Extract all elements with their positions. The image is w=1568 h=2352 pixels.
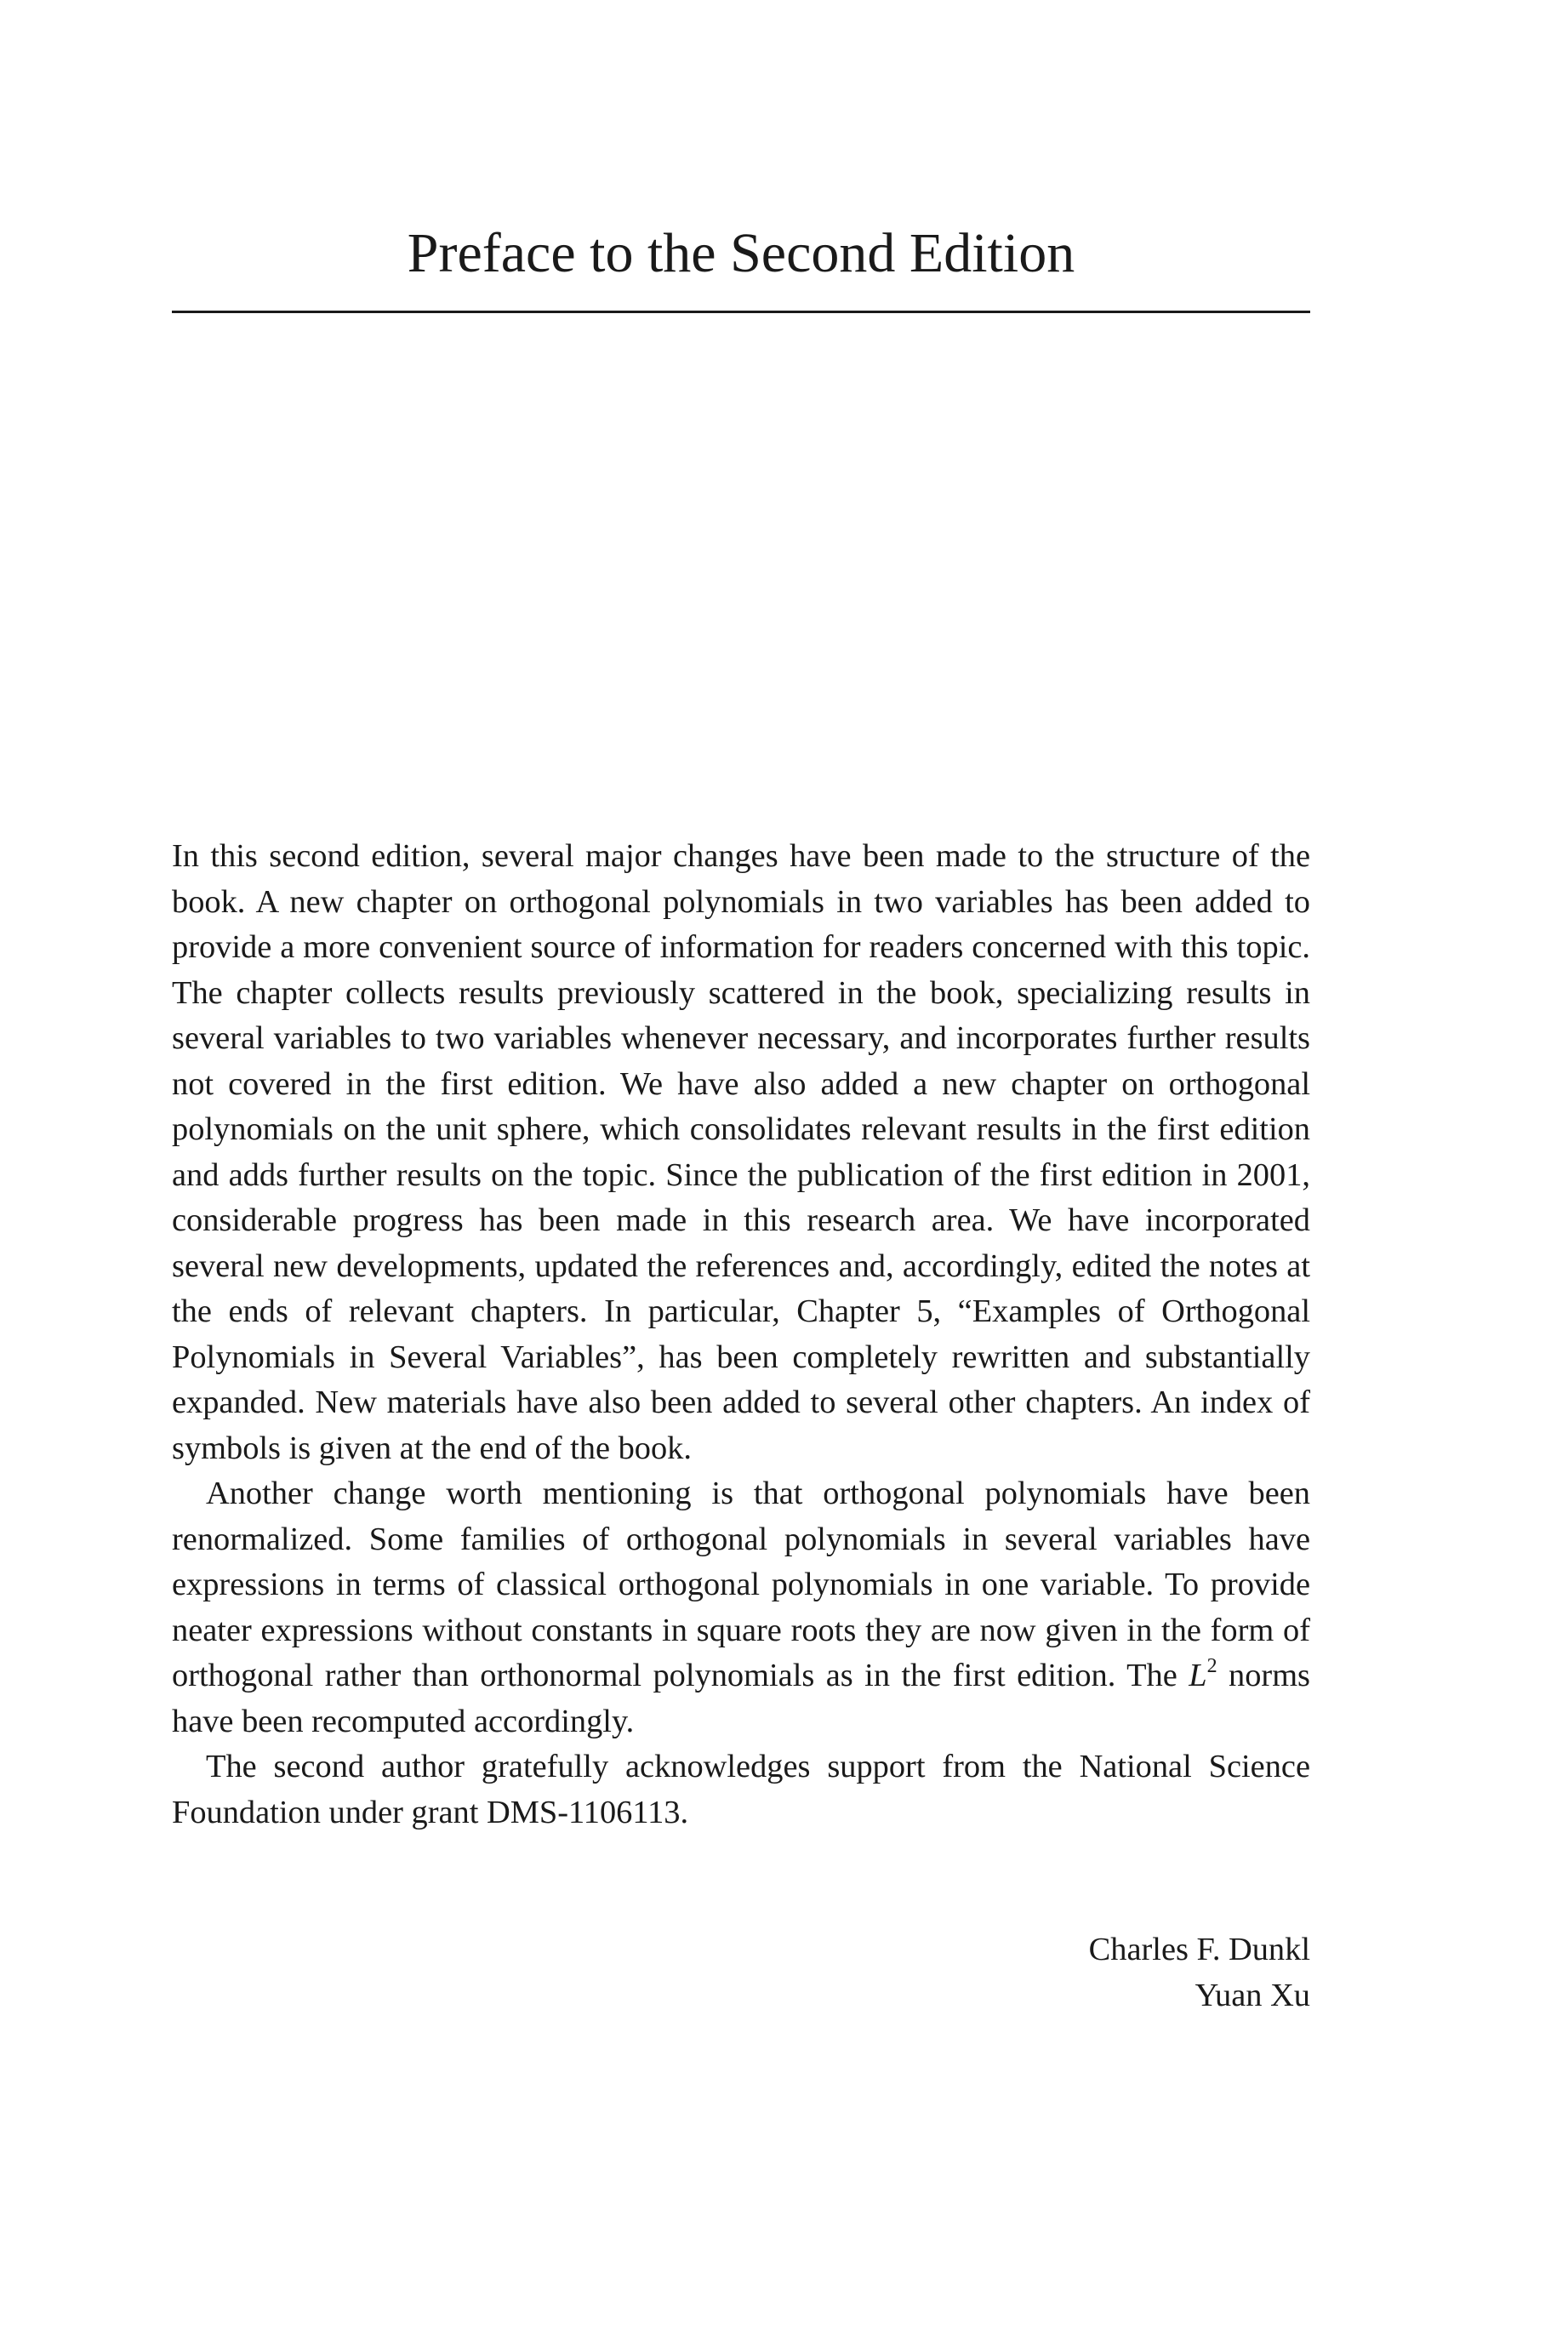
paragraph-2-tail-suffix: norms have been recomputed accordingly. [172,1658,1310,1739]
paragraph-1: In this second edition, several major changes have been made to the structure of the book. A new chapter on orthogonal polynomials in two variables has been added to provide a more convenient source of information for readers concerned with this topic. The chapter collects results previously scattered in the book, specializing results in several variables to two variables whenever necessary, and incorporates further results not covered in the first edition. We have also added a new chapter on orthogonal polynomials on the unit sphere, which consolidates relevant results in the first edition and adds further results on the topic. Since the publication of the first edition in 2001, considerable progress has been made in this research area. We have incorporated several new developments, updated the references and, accordingly, edited the notes at the ends of relevant chapters. In particular, Chapter 5, “Examples of Orthogonal Polynomials in Several Variables”, has been completely rewritten and substantially expanded. New materials have also been added to several other chapters. An index of symbols is given at the end of the book. [172,838,1310,1466]
preface-body [172,834,1310,1835]
l2-symbol: L [1189,1658,1207,1693]
title-rule [172,311,1310,313]
l2-exponent: 2 [1206,1655,1217,1677]
paragraph-3: The second author gratefully acknowledges support from the National Science Foundation under grant DMS-1106113. [172,1749,1310,1830]
chapter-title: Preface to the Second Edition [407,222,1075,284]
paragraph-2-main: Another change worth mentioning is that orthogonal polynomials have been renormalized. Some families of orthogonal polynomials in several variables have expressions in terms of classical orthogonal polynomials in one variable. To provide neater expressions without constants in square roots they are now given in the form of orthogonal rather than orthonormal polynomials as in the first edition. [172,1476,1310,1693]
author-2: Yuan Xu [1195,1977,1310,2013]
paragraph-2-tail-prefix: The [1126,1658,1177,1693]
signature-block [936,1927,1310,2018]
paragraph-2 [172,1471,1310,1744]
author-1: Charles F. Dunkl [1088,1932,1310,1967]
